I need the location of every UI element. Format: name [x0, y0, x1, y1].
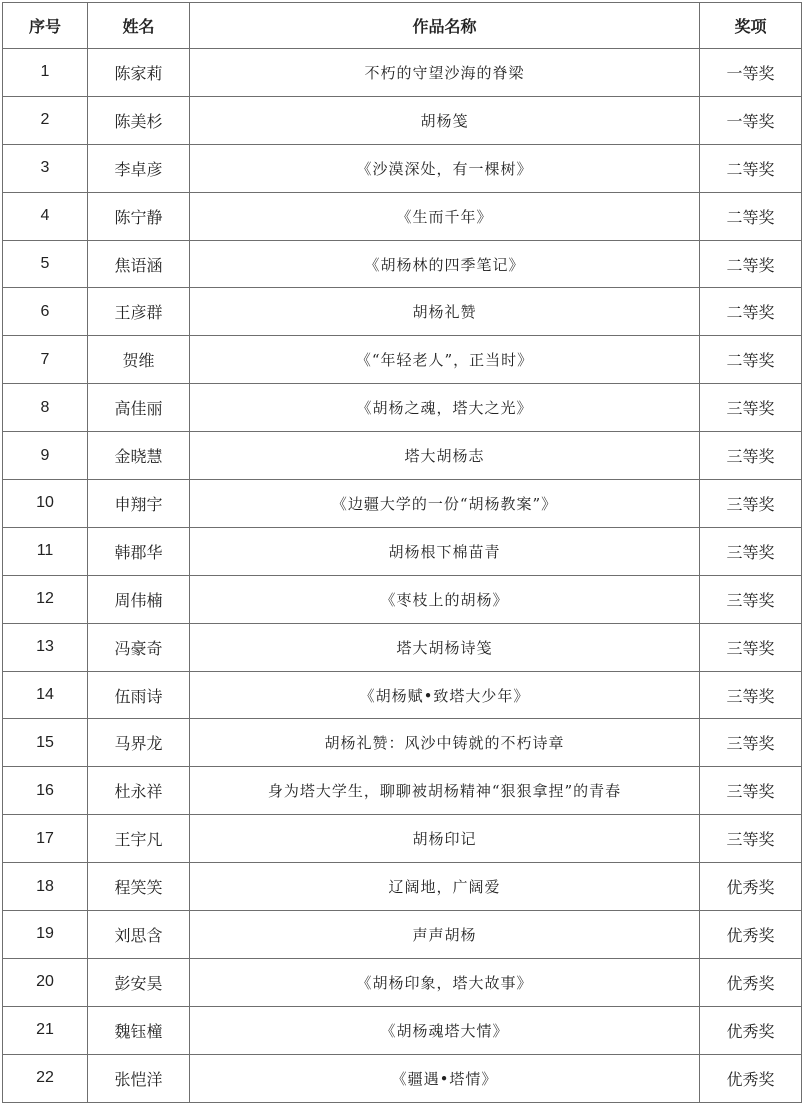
- row-award: 优秀奖: [700, 1054, 802, 1102]
- row-name: 周伟楠: [88, 575, 190, 623]
- table-row: [3, 863, 802, 911]
- table-row: [3, 336, 802, 384]
- row-award: 优秀奖: [700, 863, 802, 911]
- row-index: 22: [3, 1054, 88, 1102]
- header-name: 姓名: [88, 3, 190, 49]
- header-work-title: 作品名称: [190, 3, 700, 49]
- table-body: [3, 49, 802, 1103]
- row-index: 12: [3, 575, 88, 623]
- table-row: [3, 623, 802, 671]
- table-row: [3, 719, 802, 767]
- row-award: 二等奖: [700, 336, 802, 384]
- row-work-title: 胡杨礼赞：风沙中铸就的不朽诗章: [190, 719, 700, 767]
- row-work-title: 胡杨印记: [190, 815, 700, 863]
- row-index: 20: [3, 958, 88, 1006]
- table-row: [3, 240, 802, 288]
- row-index: 6: [3, 288, 88, 336]
- row-name: 李卓彦: [88, 144, 190, 192]
- row-index: 19: [3, 911, 88, 959]
- row-name: 陈美杉: [88, 96, 190, 144]
- row-name: 申翔宇: [88, 480, 190, 528]
- row-award: 三等奖: [700, 815, 802, 863]
- awards-table: [2, 2, 802, 1103]
- row-work-title: 《生而千年》: [190, 192, 700, 240]
- table-row: [3, 1006, 802, 1054]
- row-index: 3: [3, 144, 88, 192]
- row-name: 高佳丽: [88, 384, 190, 432]
- row-index: 9: [3, 432, 88, 480]
- row-name: 杜永祥: [88, 767, 190, 815]
- row-work-title: 《边疆大学的一份“胡杨教案”》: [190, 480, 700, 528]
- row-index: 4: [3, 192, 88, 240]
- row-work-title: 《胡杨之魂，塔大之光》: [190, 384, 700, 432]
- row-award: 三等奖: [700, 623, 802, 671]
- header-index: 序号: [3, 3, 88, 49]
- table-row: [3, 767, 802, 815]
- table-row: [3, 815, 802, 863]
- table-row: [3, 1054, 802, 1102]
- row-work-title: 《胡杨印象，塔大故事》: [190, 958, 700, 1006]
- row-award: 三等奖: [700, 432, 802, 480]
- row-work-title: 《“年轻老人”，正当时》: [190, 336, 700, 384]
- row-name: 金晓慧: [88, 432, 190, 480]
- row-name: 陈家莉: [88, 49, 190, 97]
- row-award: 二等奖: [700, 288, 802, 336]
- row-name: 张恺洋: [88, 1054, 190, 1102]
- row-work-title: 《枣枝上的胡杨》: [190, 575, 700, 623]
- row-award: 一等奖: [700, 96, 802, 144]
- row-name: 彭安昊: [88, 958, 190, 1006]
- table-row: [3, 958, 802, 1006]
- row-award: 优秀奖: [700, 958, 802, 1006]
- row-index: 2: [3, 96, 88, 144]
- table-row: [3, 575, 802, 623]
- row-work-title: 《疆遇•塔情》: [190, 1054, 700, 1102]
- table-row: [3, 671, 802, 719]
- row-award: 二等奖: [700, 144, 802, 192]
- row-index: 11: [3, 527, 88, 575]
- row-index: 17: [3, 815, 88, 863]
- row-work-title: 《沙漠深处，有一棵树》: [190, 144, 700, 192]
- row-index: 18: [3, 863, 88, 911]
- table-row: [3, 49, 802, 97]
- row-index: 7: [3, 336, 88, 384]
- table-row: [3, 192, 802, 240]
- row-work-title: 胡杨礼赞: [190, 288, 700, 336]
- row-work-title: 身为塔大学生，聊聊被胡杨精神“狠狠拿捏”的青春: [190, 767, 700, 815]
- row-work-title: 塔大胡杨诗笺: [190, 623, 700, 671]
- row-name: 魏钰橦: [88, 1006, 190, 1054]
- row-name: 伍雨诗: [88, 671, 190, 719]
- row-index: 8: [3, 384, 88, 432]
- row-work-title: 塔大胡杨志: [190, 432, 700, 480]
- row-name: 贺维: [88, 336, 190, 384]
- row-name: 程笑笑: [88, 863, 190, 911]
- row-name: 刘思含: [88, 911, 190, 959]
- row-award: 三等奖: [700, 480, 802, 528]
- table-row: [3, 144, 802, 192]
- row-award: 优秀奖: [700, 1006, 802, 1054]
- row-work-title: 不朽的守望沙海的脊梁: [190, 49, 700, 97]
- row-work-title: 声声胡杨: [190, 911, 700, 959]
- row-award: 三等奖: [700, 527, 802, 575]
- row-index: 14: [3, 671, 88, 719]
- row-index: 10: [3, 480, 88, 528]
- row-name: 陈宁静: [88, 192, 190, 240]
- table-row: [3, 96, 802, 144]
- row-award: 二等奖: [700, 240, 802, 288]
- row-name: 冯豪奇: [88, 623, 190, 671]
- header-award: 奖项: [700, 3, 802, 49]
- row-index: 16: [3, 767, 88, 815]
- row-name: 王宇凡: [88, 815, 190, 863]
- row-work-title: 《胡杨林的四季笔记》: [190, 240, 700, 288]
- table-row: [3, 288, 802, 336]
- row-name: 韩郡华: [88, 527, 190, 575]
- header-row: [3, 3, 802, 49]
- row-award: 三等奖: [700, 384, 802, 432]
- row-award: 三等奖: [700, 767, 802, 815]
- row-award: 三等奖: [700, 671, 802, 719]
- row-award: 三等奖: [700, 719, 802, 767]
- row-work-title: 《胡杨赋•致塔大少年》: [190, 671, 700, 719]
- row-work-title: 《胡杨魂塔大情》: [190, 1006, 700, 1054]
- row-index: 1: [3, 49, 88, 97]
- row-name: 焦语涵: [88, 240, 190, 288]
- table-row: [3, 480, 802, 528]
- table-row: [3, 527, 802, 575]
- row-work-title: 胡杨笺: [190, 96, 700, 144]
- row-award: 二等奖: [700, 192, 802, 240]
- row-work-title: 胡杨根下棉苗青: [190, 527, 700, 575]
- row-work-title: 辽阔地，广阔爱: [190, 863, 700, 911]
- table-row: [3, 432, 802, 480]
- row-award: 优秀奖: [700, 911, 802, 959]
- row-index: 21: [3, 1006, 88, 1054]
- table-row: [3, 384, 802, 432]
- row-index: 13: [3, 623, 88, 671]
- row-name: 马界龙: [88, 719, 190, 767]
- row-award: 三等奖: [700, 575, 802, 623]
- row-name: 王彦群: [88, 288, 190, 336]
- row-index: 15: [3, 719, 88, 767]
- row-award: 一等奖: [700, 49, 802, 97]
- row-index: 5: [3, 240, 88, 288]
- table-row: [3, 911, 802, 959]
